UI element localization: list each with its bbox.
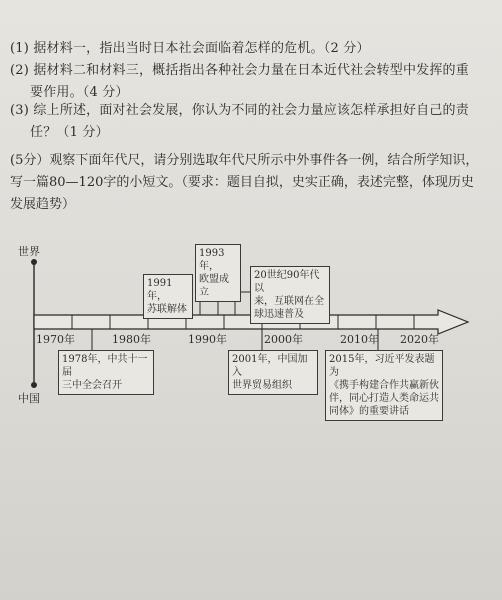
event-line: 来，互联网在全 <box>254 296 324 307</box>
event-line: 2015年，习近平发表题为 <box>329 354 435 378</box>
year-1970: 1970年 <box>36 333 75 346</box>
year-2010: 2010年 <box>340 333 379 346</box>
question-3-line-1: (3) 综上所述，面对社会发展，你认为不同的社会力量应该怎样承担好自己的责 <box>10 103 469 118</box>
question-2-line-2: 要作用。（4 分） <box>30 85 129 100</box>
event-box-wto-entry <box>228 350 318 395</box>
event-line: 1993年， <box>199 248 225 272</box>
question-2-line-1: (2) 据材料二和材料三，概括指出各种社会力量在日本近代社会转型中发挥的重 <box>10 63 469 78</box>
event-line: 伴，同心打造人类命运共 <box>329 393 439 404</box>
event-box-eu-founded <box>195 244 241 302</box>
event-line: 同体》的重要讲话 <box>329 406 409 417</box>
question-4-line-2: 写一篇80—120字的小短文。（要求：题目自拟，史实正确，表述完整，体现历史 <box>10 175 474 190</box>
question-1: (1) 据材料一，指出当时日本社会面临着怎样的危机。（2 分） <box>10 41 370 56</box>
event-box-xi-speech <box>325 350 443 421</box>
event-box-internet <box>250 266 330 324</box>
year-2020: 2020年 <box>400 333 439 346</box>
year-2000: 2000年 <box>264 333 303 346</box>
event-line: 1978年，中共十一届 <box>62 354 148 378</box>
china-dot <box>31 382 37 388</box>
event-line: 欧盟成立 <box>199 274 229 298</box>
event-line: 1991年， <box>147 278 173 302</box>
world-label: 世界 <box>18 245 40 258</box>
china-label: 中国 <box>18 392 40 405</box>
event-line: 2001年，中国加入 <box>232 354 308 378</box>
year-1990: 1990年 <box>188 333 227 346</box>
event-line: 苏联解体 <box>147 304 187 315</box>
year-1980: 1980年 <box>112 333 151 346</box>
event-line: 20世纪90年代以 <box>254 270 320 294</box>
question-4-line-3: 发展趋势） <box>10 197 76 212</box>
event-line: 《携手构建合作共赢新伙 <box>329 380 439 391</box>
event-line: 三中全会召开 <box>62 380 122 391</box>
event-line: 世界贸易组织 <box>232 380 292 391</box>
event-line: 球迅速普及 <box>254 309 304 320</box>
question-3-line-2: 任？（1 分） <box>30 125 109 140</box>
question-4-line-1: (5分）观察下面年代尺，请分别选取年代尺所示中外事件各一例，结合所学知识， <box>10 153 479 168</box>
event-box-ussr-dissolution <box>143 274 193 319</box>
world-dot <box>31 259 37 265</box>
event-box-third-plenum <box>58 350 154 395</box>
